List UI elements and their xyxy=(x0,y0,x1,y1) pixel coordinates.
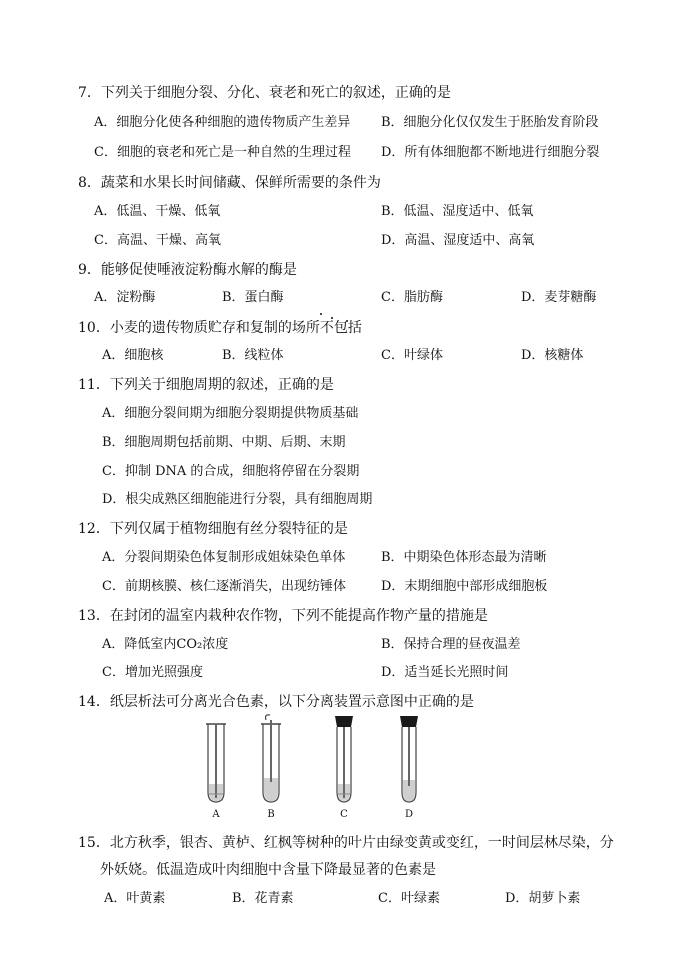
question-7-option-b: B．细胞分化仅仅发生于胚胎发育阶段 xyxy=(381,115,599,130)
chromatography-figure xyxy=(195,712,435,824)
tube-label-a: A xyxy=(212,809,220,820)
question-8-option-b: B．低温、湿度适中、低氧 xyxy=(381,204,534,219)
question-13-stem: 13．在封闭的温室内栽种农作物，下列不能提高作物产量的措施是 xyxy=(78,608,488,624)
question-10-option-b: B．线粒体 xyxy=(222,348,284,363)
tube-label-c: C xyxy=(340,809,348,820)
question-13-option-b: B．保持合理的昼夜温差 xyxy=(381,637,521,652)
test-tube-c xyxy=(335,716,353,802)
question-15-option-b: B．花青素 xyxy=(232,891,294,906)
question-9-option-a: A．淀粉酶 xyxy=(94,290,156,305)
question-9-stem: 9．能够促使唾液淀粉酶水解的酶是 xyxy=(78,262,297,278)
question-7-stem: 7．下列关于细胞分裂、分化、衰老和死亡的叙述，正确的是 xyxy=(78,85,451,101)
question-13-option-d: D．适当延长光照时间 xyxy=(381,665,509,680)
question-12-stem: 12．下列仅属于植物细胞有丝分裂特征的是 xyxy=(78,521,348,537)
question-11-option-b: B．细胞周期包括前期、中期、后期、末期 xyxy=(102,435,346,450)
question-9-option-d: D．麦芽糖酶 xyxy=(521,290,597,305)
question-12-option-c: C．前期核膜、核仁逐渐消失，出现纺锤体 xyxy=(102,579,346,594)
question-12-option-d: D．末期细胞中部形成细胞板 xyxy=(381,579,548,594)
question-15-option-a: A．叶黄素 xyxy=(104,891,166,906)
question-12-option-a: A．分裂间期染色体复制形成姐妹染色单体 xyxy=(102,550,346,565)
question-7-option-d: D．所有体细胞都不断地进行细胞分裂 xyxy=(381,145,600,160)
question-10-stem: 10．小麦的遗传物质贮存和复制的场所不包括 xyxy=(78,320,362,336)
question-10-option-c: C．叶绿体 xyxy=(381,348,443,363)
question-8-option-c: C．高温、干燥、高氧 xyxy=(94,233,221,248)
question-9-option-b: B．蛋白酶 xyxy=(222,290,284,305)
question-8-option-a: A．低温、干燥、低氧 xyxy=(94,204,221,219)
question-11-option-a: A．细胞分裂间期为细胞分裂期提供物质基础 xyxy=(102,406,359,421)
question-10-option-d: D．核糖体 xyxy=(521,348,584,363)
question-7-option-c: C．细胞的衰老和死亡是一种自然的生理过程 xyxy=(94,145,351,160)
question-8-stem: 8．蔬菜和水果长时间储藏、保鲜所需要的条件为 xyxy=(78,175,381,191)
question-15-option-d: D．胡萝卜素 xyxy=(505,891,581,906)
tube-label-d: D xyxy=(404,809,414,820)
question-13-option-c: C．增加光照强度 xyxy=(102,665,203,680)
question-15-option-c: C．叶绿素 xyxy=(378,891,440,906)
question-11-option-c: C．抑制 DNA 的合成，细胞将停留在分裂期 xyxy=(102,464,360,479)
question-13-option-a: A．降低室内CO₂浓度 xyxy=(102,637,229,652)
test-tubes-diagram xyxy=(195,712,435,808)
question-8-option-d: D．高温、湿度适中、高氧 xyxy=(381,233,535,248)
question-15-stem: 15．北方秋季，银杏、黄栌、红枫等树种的叶片由绿变黄或变红，一时间层林尽染，分 xyxy=(78,835,614,851)
question-12-option-b: B．中期染色体形态最为清晰 xyxy=(381,550,547,565)
question-11-option-d: D．根尖成熟区细胞能进行分裂，具有细胞周期 xyxy=(102,492,373,507)
test-tube-b xyxy=(261,715,281,802)
question-10-option-a: A．细胞核 xyxy=(102,348,164,363)
tube-label-b: B xyxy=(267,809,275,820)
question-11-stem: 11．下列关于细胞周期的叙述，正确的是 xyxy=(78,377,334,393)
test-tube-a xyxy=(206,724,226,802)
test-tube-d xyxy=(400,716,418,802)
question-7-option-a: A．细胞分化使各种细胞的遗传物质产生差异 xyxy=(94,115,351,130)
question-9-option-c: C．脂肪酶 xyxy=(381,290,443,305)
question-15-stem-line2: 外妖娆。低温造成叶肉细胞中含量下降最显著的色素是 xyxy=(100,862,436,878)
question-14-stem: 14．纸层析法可分离光合色素，以下分离装置示意图中正确的是 xyxy=(78,694,474,710)
